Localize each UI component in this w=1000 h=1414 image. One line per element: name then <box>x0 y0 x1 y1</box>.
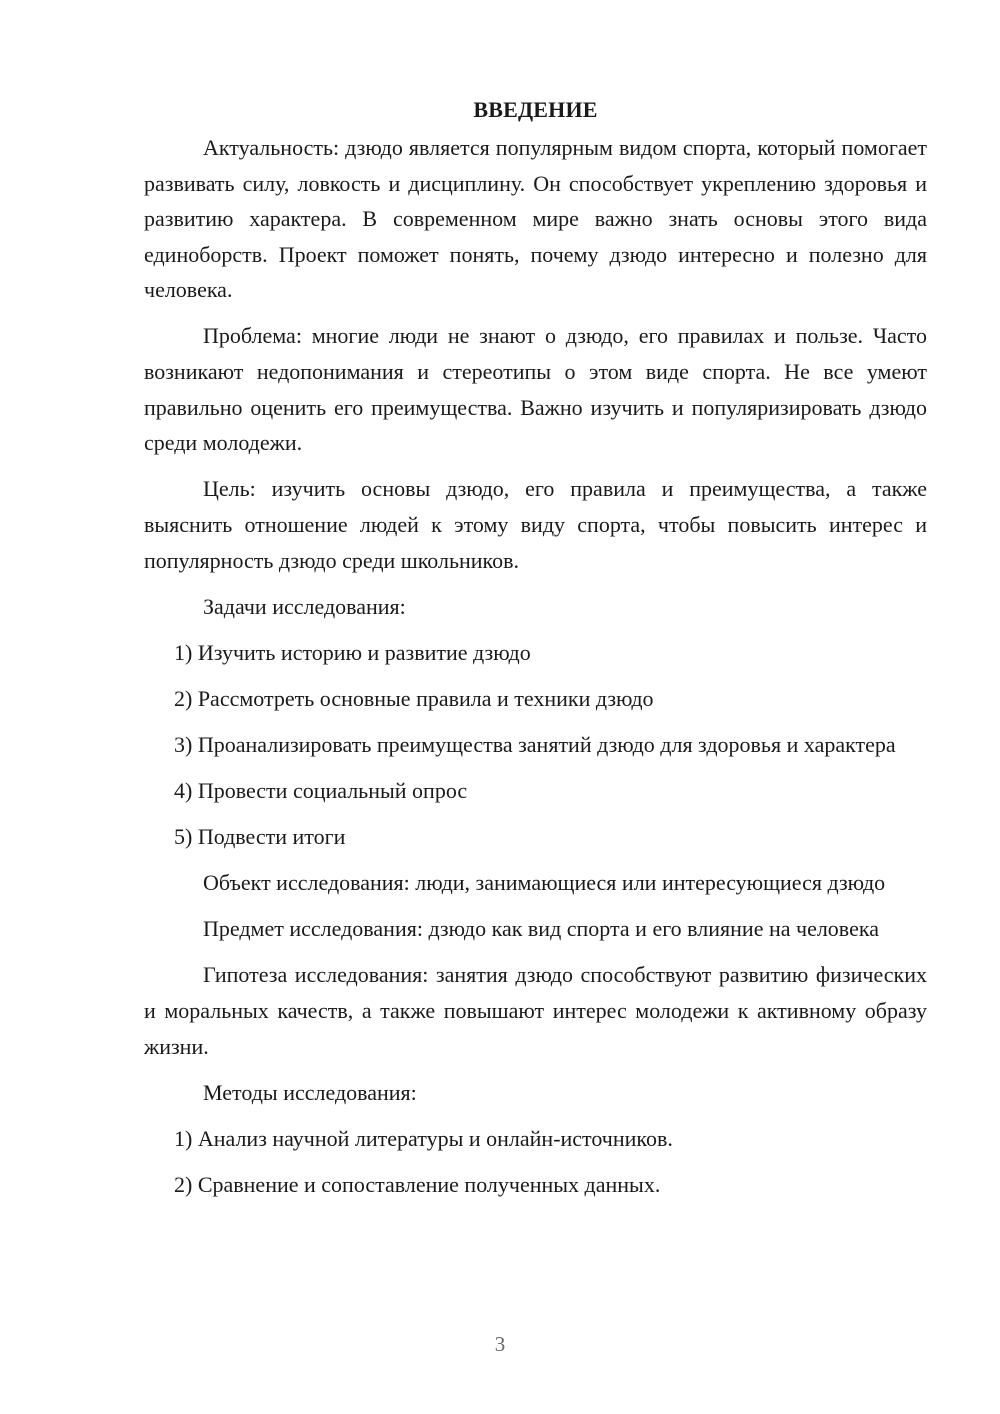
problem-paragraph: Проблема: многие люди не знают о дзюдо, его правилах и пользе. Часто возникают недопонимания и стереотипы о этом виде спорта. Не все умеют правильно оценить его преимущества. Важно изучить и популяризировать дзюдо среди молодежи. <box>144 323 927 456</box>
task-item: 1) Изучить историю и развитие дзюдо <box>174 639 531 665</box>
task-item: 4) Провести социальный опрос <box>174 778 468 803</box>
task-item: 2) Рассмотреть основные правила и техники дзюдо <box>174 685 654 711</box>
task-item: 5) Подвести итоги <box>174 824 346 850</box>
relevance-paragraph: Актуальность: дзюдо является популярным видом спорта, который помогает развивать силу, ловкость и дисциплину. Он способствует укреплению здоровья и развитию характера. В современном мире важно знать основы этого вида единоборств. Проект поможет понять, почему дзюдо интересно и полезно для человека. <box>144 135 927 303</box>
method-item: 1) Анализ научной литературы и онлайн-источников. <box>174 1125 673 1151</box>
document-page <box>144 92 927 1213</box>
tasks-title: Задачи исследования: <box>203 593 406 619</box>
methods-title: Методы исследования: <box>203 1079 417 1105</box>
goal-paragraph: Цель: изучить основы дзюдо, его правила и преимущества, а также выяснить отношение людей к этому виду спорта, чтобы повысить интерес и популярность дзюдо среди школьников. <box>144 476 927 573</box>
task-item: 3) Проанализировать преимущества занятий дзюдо для здоровья и характера <box>174 731 896 757</box>
section-heading: ВВЕДЕНИЕ <box>473 97 598 122</box>
object-paragraph: Объект исследования: люди, занимающиеся или интересующиеся дзюдо <box>203 870 886 896</box>
hypothesis-paragraph: Гипотеза исследования: занятия дзюдо способствуют развитию физических и моральных качеств, а также повышают интерес молодежи к активному образу жизни. <box>144 962 927 1059</box>
page-number: 3 <box>494 1332 506 1356</box>
method-item: 2) Сравнение и сопоставление полученных данных. <box>174 1171 661 1197</box>
subject-paragraph: Предмет исследования: дзюдо как вид спорта и его влияние на человека <box>203 916 879 942</box>
